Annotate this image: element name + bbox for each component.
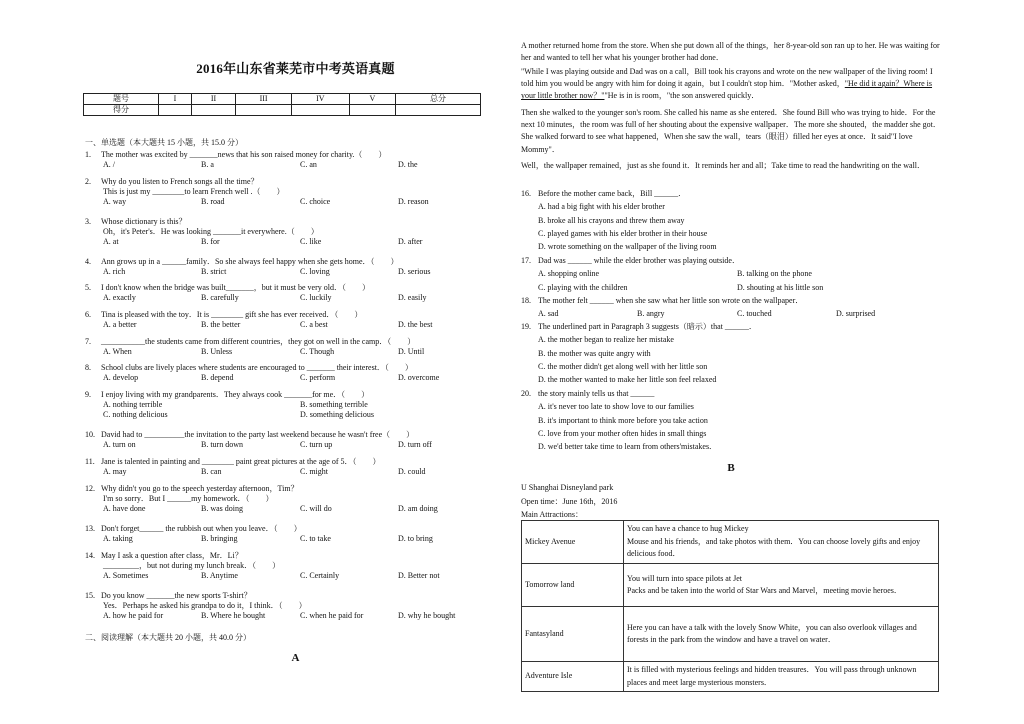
question-text: Don't forget______ the rubbish out when you leave．（ ）	[101, 524, 302, 533]
question-number: 13.	[85, 524, 95, 533]
score-cell[interactable]	[396, 105, 481, 116]
answer-option[interactable]: C. a best	[300, 320, 328, 329]
question-number: 17.	[521, 256, 531, 265]
mc-question	[85, 551, 485, 581]
answer-option[interactable]: A. Sometimes	[103, 571, 149, 580]
question-number: 1.	[85, 150, 91, 159]
mc-question	[85, 591, 485, 621]
reading-question	[521, 294, 941, 321]
score-header-cell: 题号	[84, 94, 159, 105]
answer-option[interactable]: D. Until	[398, 347, 425, 356]
mc-question	[85, 457, 485, 477]
answer-option[interactable]: A. taking	[103, 534, 133, 543]
mc-question	[85, 484, 485, 514]
answer-option[interactable]: A. sad	[538, 309, 559, 319]
answer-option[interactable]: A. how he paid for	[103, 611, 164, 620]
attraction-row	[522, 564, 939, 607]
answer-option[interactable]: D. am doing	[398, 504, 438, 513]
score-header-cell: II	[191, 94, 235, 105]
section-b-label: B	[727, 462, 735, 474]
attraction-description	[624, 521, 939, 564]
attraction-row	[522, 521, 939, 564]
question-number: 8.	[85, 363, 91, 372]
passage-paragraph-4: Well，the wallpaper remained，just as she found it．It reminds her and all；Take time to read the handwriting on the wall．	[521, 161, 926, 170]
answer-option[interactable]: C. might	[300, 467, 329, 476]
answer-option[interactable]: C. playing with the children	[538, 282, 628, 292]
answer-option[interactable]: C. when he paid for	[300, 611, 364, 620]
answer-option[interactable]: B. road	[201, 197, 225, 206]
attraction-name: Tomorrow land	[522, 564, 624, 607]
score-table-score-row	[84, 105, 481, 116]
question-number: 9.	[85, 390, 91, 399]
answer-option[interactable]: A. turn on	[103, 440, 136, 449]
question-stem	[85, 217, 485, 227]
question-stem	[85, 363, 485, 373]
question-stem-continued: I'm so sorry．But I ______my homework．（ ）	[103, 494, 274, 503]
question-stem	[85, 177, 485, 187]
question-text: Jane is talented in painting and ________ paint great pictures at the age of 5．（ ）	[101, 457, 381, 466]
attraction-name: Mickey Avenue	[522, 521, 624, 564]
score-cell[interactable]	[236, 105, 292, 116]
section-heading-reading: 二、阅读理解（本大题共 20 小题，共 40.0 分）	[85, 633, 251, 642]
answer-option[interactable]: B. Where he bought	[201, 611, 266, 620]
question-stem	[521, 387, 941, 400]
answer-option[interactable]: B. turn down	[201, 440, 243, 449]
score-cell[interactable]	[159, 105, 192, 116]
answer-option[interactable]: D. reason	[398, 197, 429, 206]
mc-question	[85, 430, 485, 450]
question-stem-continued: _________，but not during my lunch break．（ ）	[103, 561, 281, 570]
mc-question	[85, 337, 485, 357]
question-number: 20.	[521, 389, 531, 398]
mc-question	[85, 257, 485, 277]
score-cell[interactable]	[291, 105, 349, 116]
attraction-row	[522, 607, 939, 662]
answer-option[interactable]: C. nothing delicious	[103, 410, 168, 419]
passage-paragraph-2	[521, 66, 941, 103]
answer-option[interactable]: D. easily	[398, 293, 427, 302]
attraction-name: Fantasyland	[522, 607, 624, 662]
park-open-time: Open time：June 16th，2016	[521, 497, 618, 506]
question-number: 16.	[521, 189, 531, 198]
attraction-row	[522, 662, 939, 692]
answer-option[interactable]: B. carefully	[201, 293, 239, 302]
answer-option[interactable]: D. the	[398, 160, 418, 169]
question-stem	[85, 524, 485, 534]
question-text: Before the mother came back，Bill ______．	[538, 189, 687, 198]
answer-option[interactable]: C. touched	[737, 309, 772, 319]
question-number: 18.	[521, 296, 531, 305]
attraction-description	[624, 607, 939, 662]
question-stem	[85, 430, 485, 440]
question-text: May I ask a question after class，Mr．Li？	[101, 551, 243, 560]
answer-option[interactable]: B. for	[201, 237, 220, 246]
question-number: 12.	[85, 484, 95, 493]
answer-option[interactable]: C. to take	[300, 534, 331, 543]
answer-option[interactable]: A. way	[103, 197, 127, 206]
answer-option[interactable]: C. will do	[300, 504, 332, 513]
question-stem	[85, 337, 485, 347]
answer-option[interactable]: D. wrote something on the wallpaper of the living room	[538, 242, 717, 252]
mc-question	[85, 524, 485, 544]
question-number: 19.	[521, 322, 531, 331]
question-stem	[85, 390, 485, 400]
score-header-cell: 总分	[396, 94, 481, 105]
question-text: I don't know when the bridge was built_______，but it must be very old．（ ）	[101, 283, 370, 292]
attraction-description-line: Mouse and his friends，and take photos with them．You can choose lovely gifts and enjoy delicious food．	[627, 536, 921, 559]
attraction-description	[624, 564, 939, 607]
question-number: 14.	[85, 551, 95, 560]
answer-option[interactable]: A. nothing terrible	[103, 400, 163, 409]
answer-option[interactable]: A. had a big fight with his elder brother	[538, 202, 665, 212]
question-stem-continued: Yes．Perhaps he asked his grandpa to do it，I think．（ ）	[103, 601, 307, 610]
score-cell[interactable]	[191, 105, 235, 116]
question-number: 7.	[85, 337, 91, 346]
score-table-header-row	[84, 94, 481, 105]
attraction-description-line: Packs and be taken into the world of Star Wars and Marvel，meeting movie heroes．	[627, 586, 902, 595]
question-number: 3.	[85, 217, 91, 226]
answer-option[interactable]: B. depend	[201, 373, 234, 382]
option-row	[85, 504, 485, 514]
mc-question	[85, 283, 485, 303]
mc-question	[85, 390, 485, 420]
score-header-cell: V	[349, 94, 395, 105]
reading-question	[521, 254, 941, 294]
answer-option[interactable]: C. played games with his elder brother in their house	[538, 228, 708, 238]
answer-option[interactable]: C. perform	[300, 373, 336, 382]
attraction-description	[624, 662, 939, 692]
question-number: 5.	[85, 283, 91, 292]
attraction-description-line: You can have a chance to hug Mickey	[627, 524, 749, 534]
mc-question	[85, 217, 485, 247]
score-cell[interactable]	[349, 105, 395, 116]
answer-option[interactable]: D. turn off	[398, 440, 432, 449]
answer-option[interactable]: D. could	[398, 467, 426, 476]
answer-option[interactable]: B. was doing	[201, 504, 243, 513]
attraction-description-line: Here you can have a talk with the lovely Snow White，you can also overlook villages and forests in the park from the window and have a travel on water．	[627, 622, 917, 644]
park-name: U Shanghai Disneyland park	[521, 483, 614, 492]
answer-option[interactable]: B. talking on the phone	[737, 269, 812, 279]
answer-option[interactable]: B. it's important to think more before you take action	[538, 415, 708, 425]
answer-option[interactable]: D. the mother wanted to make her little son feel relaxed	[538, 375, 717, 385]
question-text: Why do you listen to French songs all the time？	[101, 177, 259, 186]
question-number: 6.	[85, 310, 91, 319]
question-number: 11.	[85, 457, 95, 466]
option-row	[85, 320, 485, 330]
question-stem	[85, 257, 485, 267]
answer-option[interactable]: D. after	[398, 237, 423, 246]
question-text: The mother was excited by _______news that his son raised money for charity.（ ）	[101, 150, 387, 159]
option-row	[85, 571, 485, 581]
attractions-label: Main Attractions：	[521, 510, 583, 519]
section-heading-single-choice: 一、单选题（本大题共 15 小题，共 15.0 分）	[85, 138, 243, 147]
answer-option[interactable]: D. something delicious	[300, 410, 374, 419]
question-text: ___________the students came from different countries，they got on well in the camp．（ ）	[101, 337, 416, 346]
question-stem	[85, 484, 485, 494]
answer-option[interactable]: D. the best	[398, 320, 433, 329]
question-text: I enjoy living with my grandparents．They always cook _______for me．（ ）	[101, 390, 370, 399]
question-stem	[521, 254, 941, 267]
page-title: 2016年山东省莱芜市中考英语真题	[196, 61, 395, 76]
section-a-label: A	[291, 652, 300, 664]
answer-option[interactable]: C. loving	[300, 267, 330, 276]
answer-option[interactable]: D. serious	[398, 267, 431, 276]
question-text: Whose dictionary is this？	[101, 217, 187, 226]
question-text: Tina is pleased with the toy．It is ________ gift she has ever received．（ ）	[101, 310, 363, 319]
answer-option[interactable]: C. Certainly	[300, 571, 340, 580]
answer-option[interactable]: D. shouting at his little son	[737, 282, 824, 292]
mc-question	[85, 310, 485, 330]
answer-option[interactable]: A. may	[103, 467, 127, 476]
option-row	[85, 373, 485, 383]
question-text: the story mainly tells us that ______	[538, 389, 655, 398]
answer-option[interactable]: B. something terrible	[300, 400, 368, 409]
option-row	[521, 281, 941, 294]
option-row	[521, 307, 941, 320]
mc-question	[85, 363, 485, 383]
passage-p2-text: "While I was playing outside and Dad was on a call，Bill took his crayons and wrote on the new wallpaper of the living room! I told him you would be angry with him for doing it again，but I couldn't stop him．"Mother asked，	[521, 67, 933, 89]
answer-option[interactable]: B. a	[201, 160, 214, 169]
answer-option[interactable]: B. strict	[201, 267, 227, 276]
option-row	[85, 347, 485, 357]
answer-option[interactable]: A. rich	[103, 267, 126, 276]
option-row	[521, 267, 941, 280]
reading-question	[521, 387, 941, 453]
score-table	[83, 93, 481, 116]
option-row	[85, 267, 485, 277]
question-stem-continued: Oh，it's Peter's．He was looking _______it everywhere.（ ）	[103, 227, 319, 236]
question-number: 15.	[85, 591, 95, 600]
question-stem	[521, 187, 941, 200]
answer-option[interactable]: A. have done	[103, 504, 146, 513]
answer-option[interactable]: A. /	[103, 160, 115, 169]
question-stem	[85, 310, 485, 320]
question-number: 2.	[85, 177, 91, 186]
option-row	[85, 400, 485, 410]
answer-option[interactable]: B. can	[201, 467, 222, 476]
answer-option[interactable]: B. the mother was quite angry with	[538, 348, 651, 358]
answer-option[interactable]: A. When	[103, 347, 132, 356]
question-stem	[85, 591, 485, 601]
answer-option[interactable]: D. overcome	[398, 373, 440, 382]
answer-option[interactable]: C. turn up	[300, 440, 333, 449]
answer-option[interactable]: B. the better	[201, 320, 241, 329]
question-number: 4.	[85, 257, 91, 266]
option-row	[85, 467, 485, 477]
answer-option[interactable]: B. Unless	[201, 347, 233, 356]
answer-option[interactable]: C. love from your mother often hides in small things	[538, 428, 707, 438]
answer-option[interactable]: A. at	[103, 237, 119, 246]
score-header-cell: III	[236, 94, 292, 105]
mc-question	[85, 150, 485, 170]
answer-option[interactable]: A. it's never too late to show love to our families	[538, 402, 694, 412]
option-row	[85, 611, 485, 621]
answer-option[interactable]: A. exactly	[103, 293, 136, 302]
option-row	[85, 440, 485, 450]
question-stem-continued: This is just my ________to learn French well .（ ）	[103, 187, 285, 196]
answer-option[interactable]: B. bringing	[201, 534, 238, 543]
reading-question	[521, 320, 941, 386]
reading-question	[521, 187, 941, 253]
question-text: Why didn't you go to the speech yesterday afternoon，Tim？	[101, 484, 299, 493]
answer-option[interactable]: D. surprised	[836, 309, 876, 319]
answer-option[interactable]: A. shopping online	[538, 269, 600, 279]
passage-p2-end: "He is in is room，"the son answered quickly．	[604, 91, 760, 101]
passage-paragraph-1: A mother returned home from the store. When she put down all of the things，her 8-year-old son ran up to her. He was waiting for her and wanted to tell her what his younger brother had done．	[521, 41, 940, 63]
question-stem	[85, 551, 485, 561]
answer-option[interactable]: C. choice	[300, 197, 331, 206]
option-row	[85, 237, 485, 247]
attraction-description-line: You will turn into space pilots at Jet	[627, 573, 742, 583]
question-stem	[85, 150, 485, 160]
answer-option[interactable]: B. angry	[637, 309, 665, 319]
answer-option[interactable]: A. develop	[103, 373, 139, 382]
question-stem	[521, 320, 941, 333]
passage-paragraph-3: Then she walked to the younger son's room. She called his name as she entered．She found Bill who was trying to hide．For the next 10 minutes，the room was full of her shouting about the expensive wallpaper．The more she shouted，the madder she got．She walked forward to see what happened，When she saw the wall，tears（眼泪）filled her eyes at once．It said"I love Mommy"．	[521, 108, 941, 154]
answer-option[interactable]: D. why he bought	[398, 611, 456, 620]
question-text: Dad was ______ while the elder brother was playing outside．	[538, 256, 740, 265]
option-row	[85, 160, 485, 170]
question-text: Ann grows up in a ______family．So she always feel happy when she gets home．（ ）	[101, 257, 399, 266]
score-header-cell: I	[159, 94, 192, 105]
question-stem	[85, 283, 485, 293]
answer-option[interactable]: C. like	[300, 237, 322, 246]
question-text: The underlined part in Paragraph 3 suggests（暗示）that ______．	[538, 322, 757, 331]
answer-option[interactable]: A. a better	[103, 320, 137, 329]
answer-option[interactable]: C. Though	[300, 347, 335, 356]
answer-option[interactable]: B. Anytime	[201, 571, 238, 580]
underlined-quote: "He did it again？Where is your little brother now？"	[521, 79, 933, 101]
answer-option[interactable]: C. an	[300, 160, 317, 169]
question-stem	[85, 457, 485, 467]
question-text: School clubs are lively places where students are encouraged to _______ their interest．（ ）	[101, 363, 413, 372]
answer-option[interactable]: C. the mother didn't get along well with her little son	[538, 361, 708, 371]
question-text: The mother felt ______ when she saw what her little son wrote on the wallpaper．	[538, 296, 804, 305]
answer-option[interactable]: A. the mother began to realize her mistake	[538, 335, 674, 345]
answer-option[interactable]: D. we'd better take time to learn from others'mistakes．	[538, 442, 718, 452]
option-row	[85, 410, 485, 420]
option-row	[85, 293, 485, 303]
mc-question	[85, 177, 485, 207]
answer-option[interactable]: B. broke all his crayons and threw them away	[538, 215, 685, 225]
question-text: David had to __________the invitation to the party last weekend because he wasn't free（ ）	[101, 430, 415, 439]
question-number: 10.	[85, 430, 95, 439]
answer-option[interactable]: D. to bring	[398, 534, 433, 543]
attractions-table	[521, 520, 939, 692]
option-row	[85, 534, 485, 544]
attraction-description-line: It is filled with mysterious feelings and hidden treasures．You will pass through unknown places and meet large mysterious monsters．	[627, 665, 917, 687]
attraction-name: Adventure Isle	[522, 662, 624, 692]
option-row	[85, 197, 485, 207]
question-text: Do you know _______the new sports T-shirt？	[101, 591, 252, 600]
question-stem	[521, 294, 941, 307]
score-row-label: 得分	[84, 105, 159, 116]
answer-option[interactable]: D. Better not	[398, 571, 440, 580]
score-header-cell: IV	[291, 94, 349, 105]
answer-option[interactable]: C. luckily	[300, 293, 332, 302]
